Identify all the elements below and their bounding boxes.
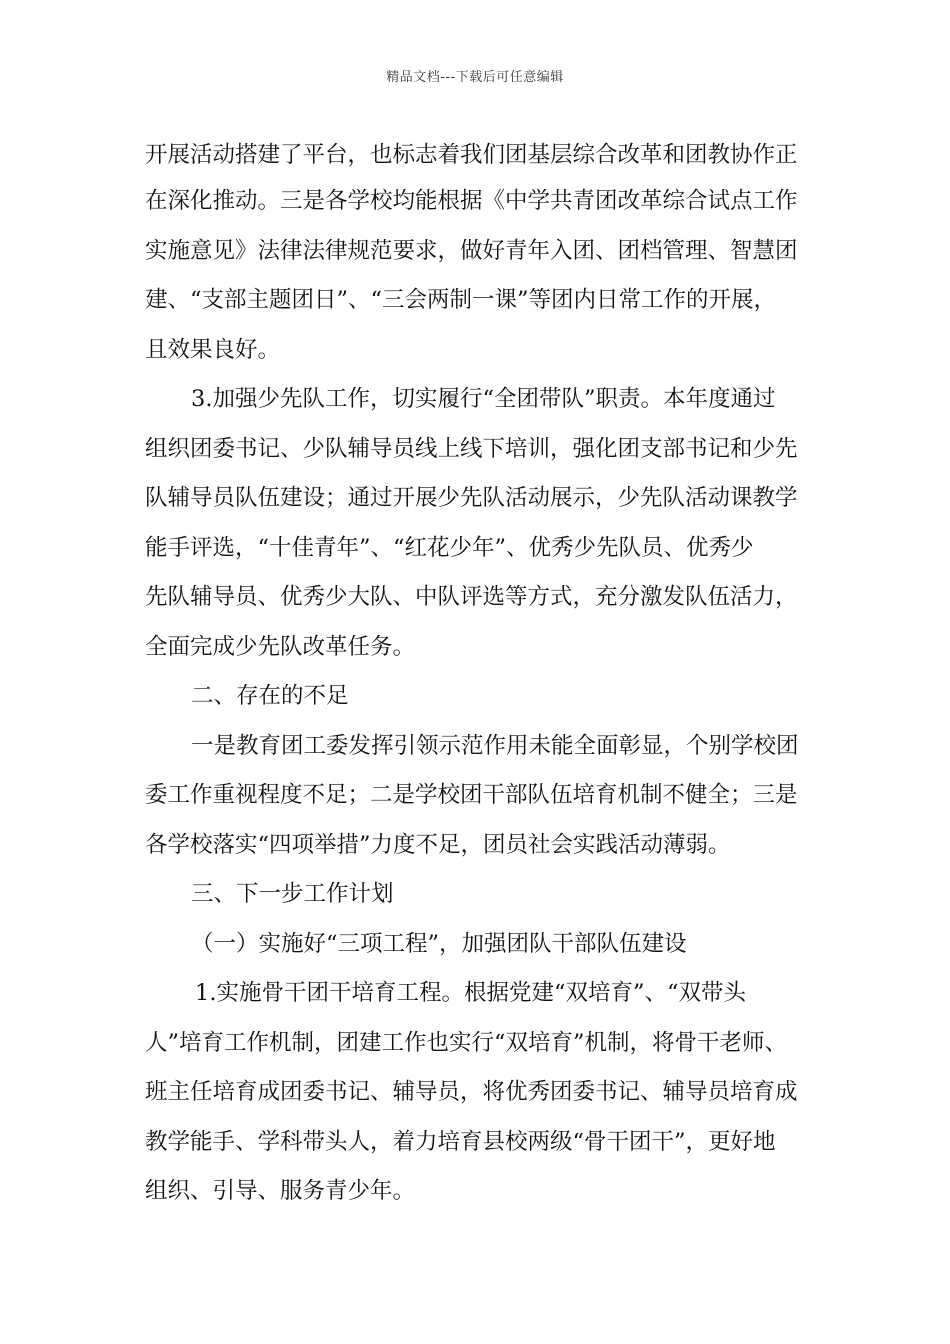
text-line: 先队辅导员、优秀少大队、中队评选等方式，充分激发队伍活力，: [145, 584, 798, 610]
text-line: 委工作重视程度不足；二是学校团干部队伍培育机制不健全；三是: [145, 782, 798, 808]
page-header: 精品文档---下载后可任意编辑: [386, 70, 564, 85]
text-line: 能手评选，“十佳青年”、“红花少年”、优秀少先队员、优秀少: [145, 535, 754, 561]
text-line: 队辅导员队伍建设；通过开展少先队活动展示，少先队活动课教学: [145, 485, 798, 511]
text-line: 人”培育工作机制，团建工作也实行“双培育”机制，将骨干老师、: [145, 1030, 788, 1056]
text-line: 建、“支部主题团日”、“三会两制一课”等团内日常工作的开展，: [145, 287, 777, 313]
subsection-heading: （一）实施好“三项工程”，加强团队干部队伍建设: [191, 931, 687, 957]
text-line: 实施意见》法律法律规范要求，做好青年入团、团档管理、智慧团: [145, 238, 798, 264]
text-line: 在深化推动。三是各学校均能根据《中学共青团改革综合试点工作: [145, 188, 798, 214]
text-line: 一是教育团工委发挥引领示范作用未能全面彰显，个别学校团: [191, 733, 799, 759]
text-line: 1.实施骨干团干培育工程。根据党建“双培育”、“双带头: [195, 980, 746, 1006]
text-line: 组织团委书记、少队辅导员线上线下培训，强化团支部书记和少先: [145, 436, 798, 462]
text-line: 全面完成少先队改革任务。: [145, 634, 416, 660]
text-line: 各学校落实“四项举措”力度不足，团员社会实践活动薄弱。: [145, 832, 731, 858]
text-line: 3.加强少先队工作，切实履行“全团带队”职责。本年度通过: [191, 386, 776, 412]
text-line: 且效果良好。: [145, 337, 281, 363]
text-line: 班主任培育成团委书记、辅导员，将优秀团委书记、辅导员培育成: [145, 1079, 798, 1105]
text-line: 组织、引导、服务青少年。: [145, 1178, 416, 1204]
section-heading: 三、下一步工作计划: [191, 881, 394, 907]
text-line: 开展活动搭建了平台，也标志着我们团基层综合改革和团教协作正: [145, 142, 798, 168]
section-heading: 二、存在的不足: [191, 683, 349, 709]
text-line: 教学能手、学科带头人，着力培育县校两级“骨干团干”，更好地: [145, 1129, 776, 1155]
